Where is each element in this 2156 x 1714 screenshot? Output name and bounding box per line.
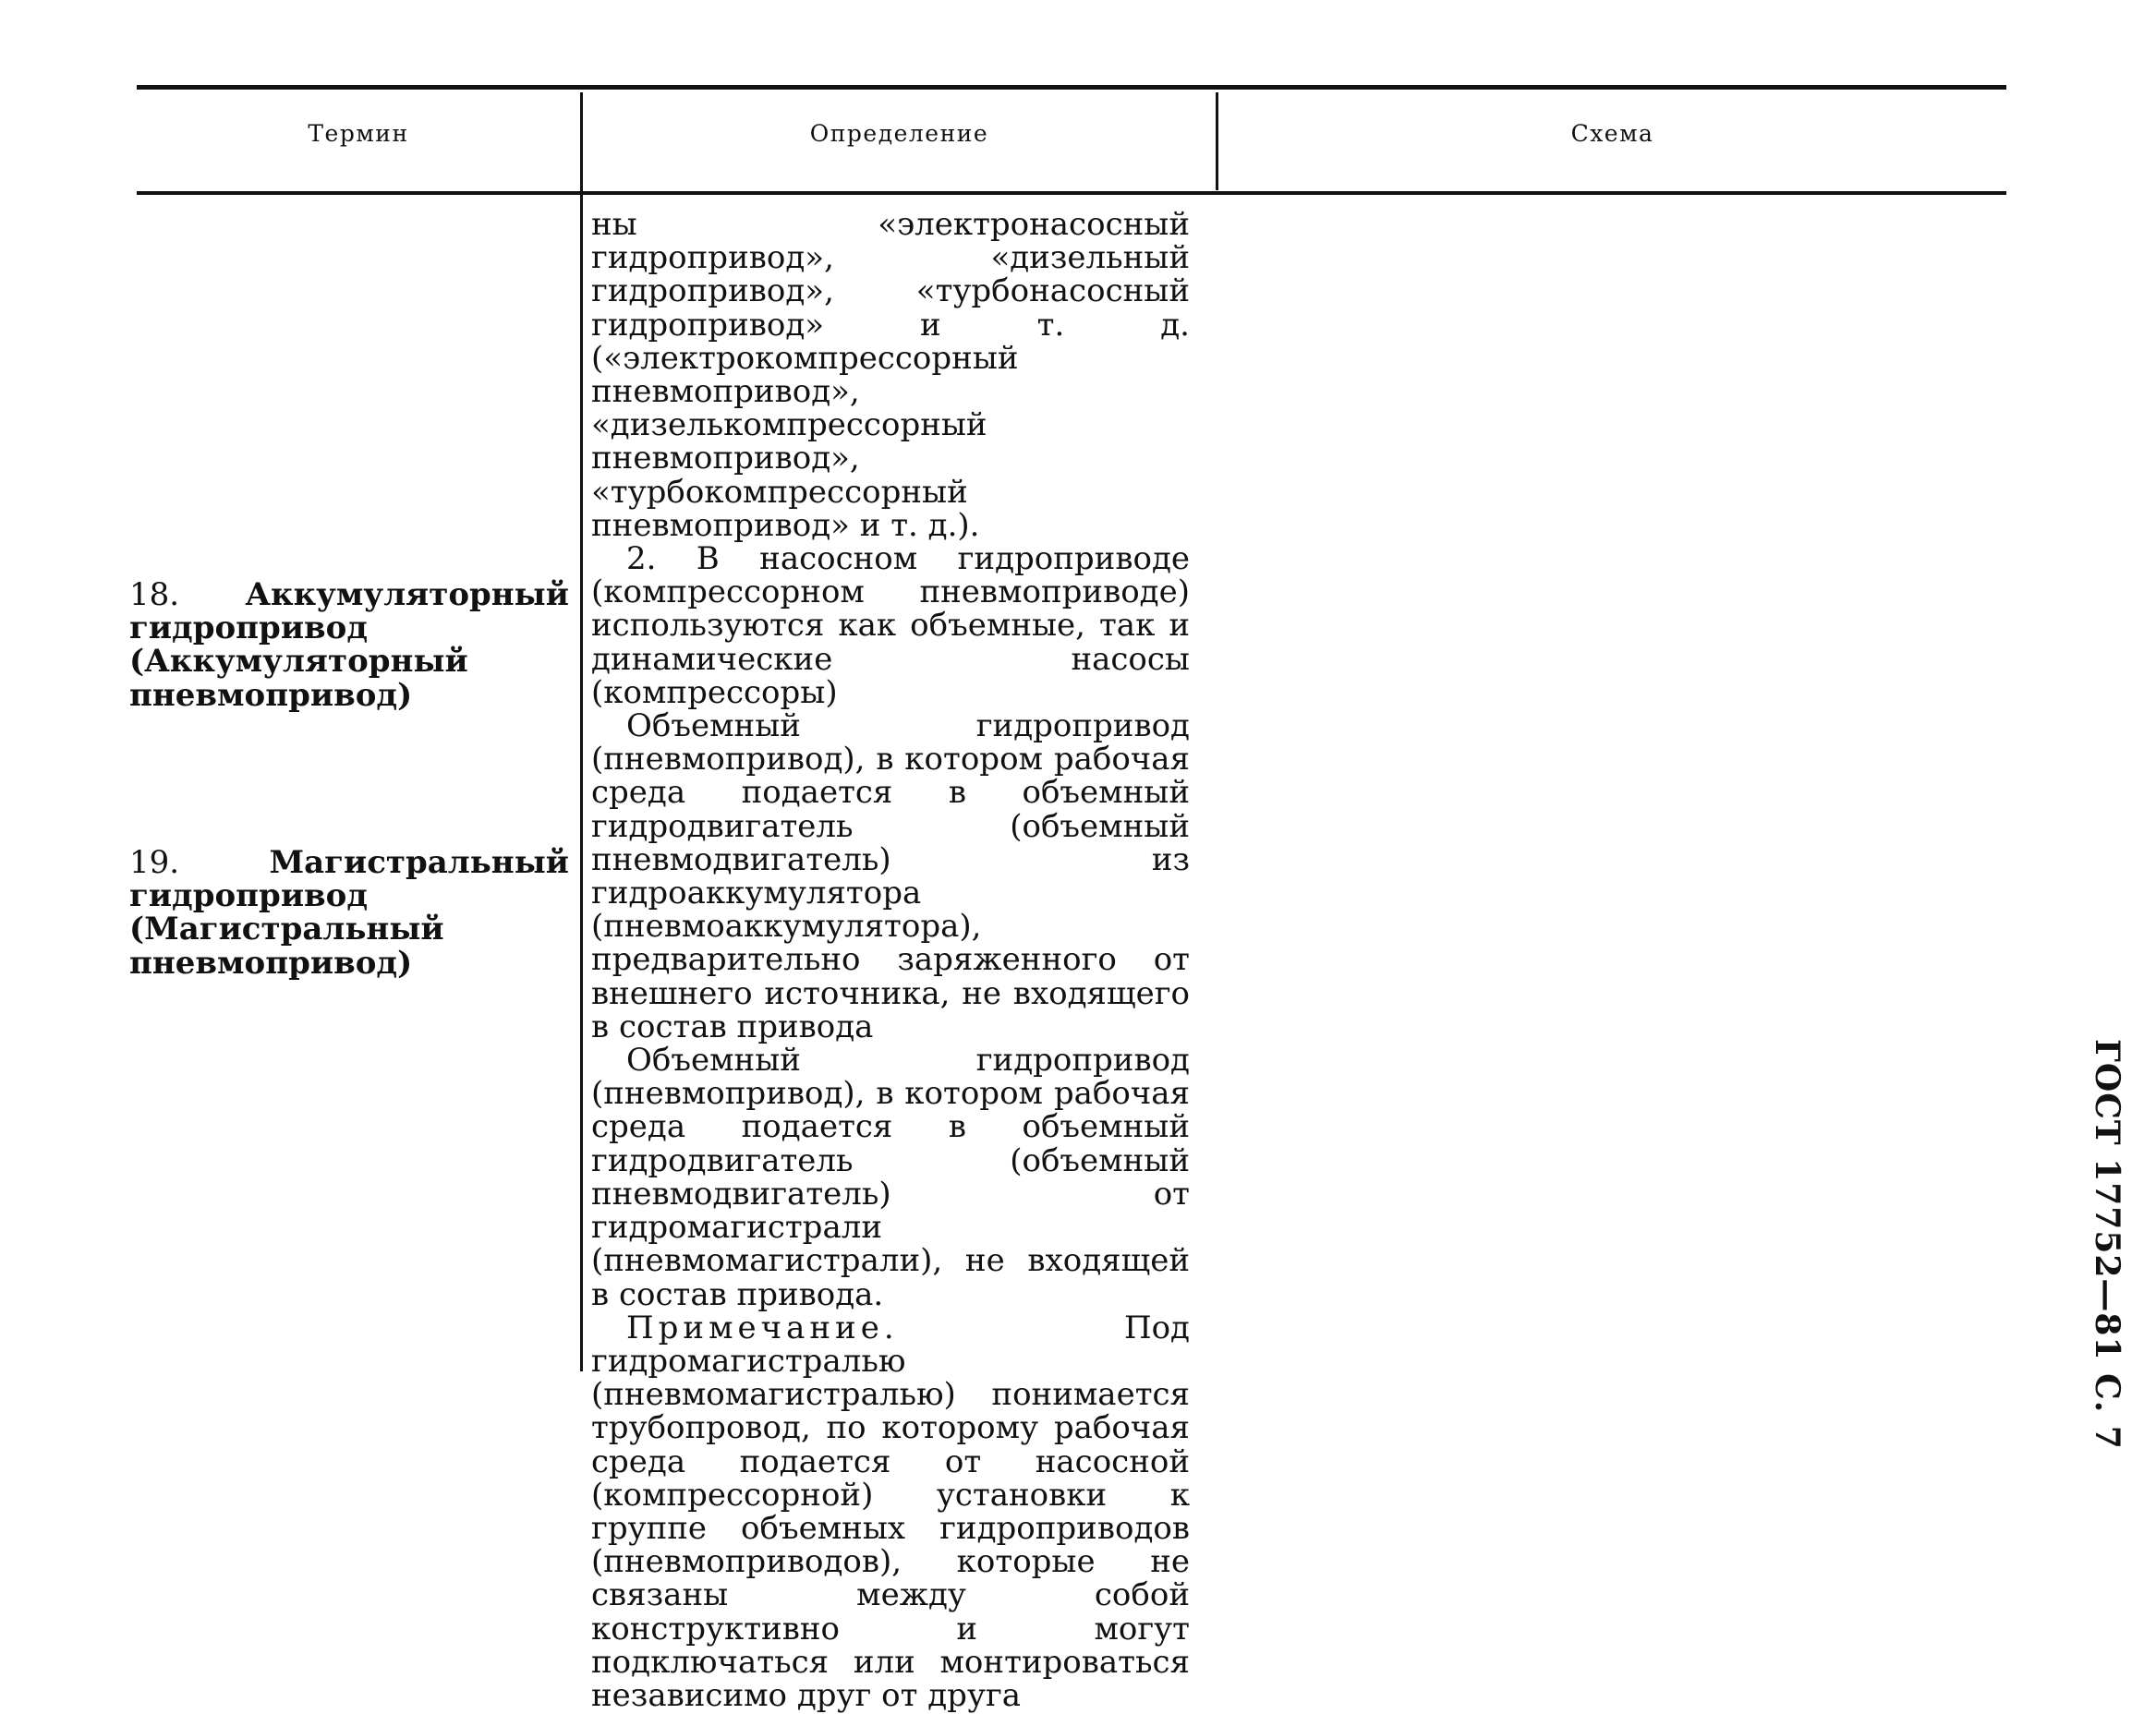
note-label: Примечание. bbox=[626, 1309, 899, 1346]
term-18-synonym: (Аккумуляторный пневмопривод) bbox=[129, 643, 468, 714]
definition-19: Объемный гидропривод (пневмопривод), в котором рабочая среда подается в объемный гидродвигатель (объемный пневмодвигатель) от гидромагистрали (пневмомагистрали), не входящей в состав привода. bbox=[591, 1042, 1190, 1313]
definition-18: Объемный гидропривод (пневмопривод), в котором рабочая среда подается в объемный гидродвигатель (объемный пневмодвигатель) из гидроаккумулятора (пневмоаккумулятора), предварительно заряженного от внешнего источника, не входящего в состав привода bbox=[591, 707, 1190, 1045]
column-divider-1 bbox=[580, 92, 583, 1371]
definition-column bbox=[591, 208, 1190, 1712]
term-18-name: Аккумуляторный гидропривод bbox=[129, 576, 569, 647]
term-19-name: Магистральный гидропривод bbox=[129, 844, 569, 915]
header-bottom-rule bbox=[137, 191, 2006, 195]
note-2: 2. В насосном гидроприводе (компрессорном пневмоприводе) используются как объемные, так и динамические насосы (компрессоры) bbox=[591, 540, 1190, 711]
term-19-synonym: (Магистральный пневмопривод) bbox=[129, 911, 444, 982]
side-label bbox=[2088, 1039, 2154, 1450]
term-19-number: 19. bbox=[129, 844, 180, 881]
table-top-rule bbox=[137, 85, 2006, 90]
header-term: Термин bbox=[308, 120, 409, 147]
note-text: Под гидромагистралью (пневмомагистралью) понимается трубопровод, по которому рабочая среда подается от насосной (компрессорной) установки к группе объемных гидроприводов (пневмоприводов), которые не связаны между собой конструктивно и могут подключаться или монтироваться независимо друг от друга bbox=[591, 1309, 1190, 1714]
term-18 bbox=[129, 578, 569, 712]
continued-paragraph: ны «электронасосный гидропривод», «дизельный гидропривод», «турбонасосный гидропривод» и т. д. («электрокомпрессорный пневмопривод», «дизелькомпрессорный пневмопривод», «турбокомпрессорный пневмопривод» и т. д.). bbox=[591, 206, 1190, 544]
term-18-number: 18. bbox=[129, 576, 180, 613]
header-definition: Определение bbox=[809, 120, 989, 147]
term-19 bbox=[129, 846, 569, 980]
note-19 bbox=[591, 1311, 1190, 1712]
side-label-text: ГОСТ 17752—81 С. 7 bbox=[2088, 1039, 2126, 1450]
header-scheme: Схема bbox=[1570, 120, 1654, 147]
